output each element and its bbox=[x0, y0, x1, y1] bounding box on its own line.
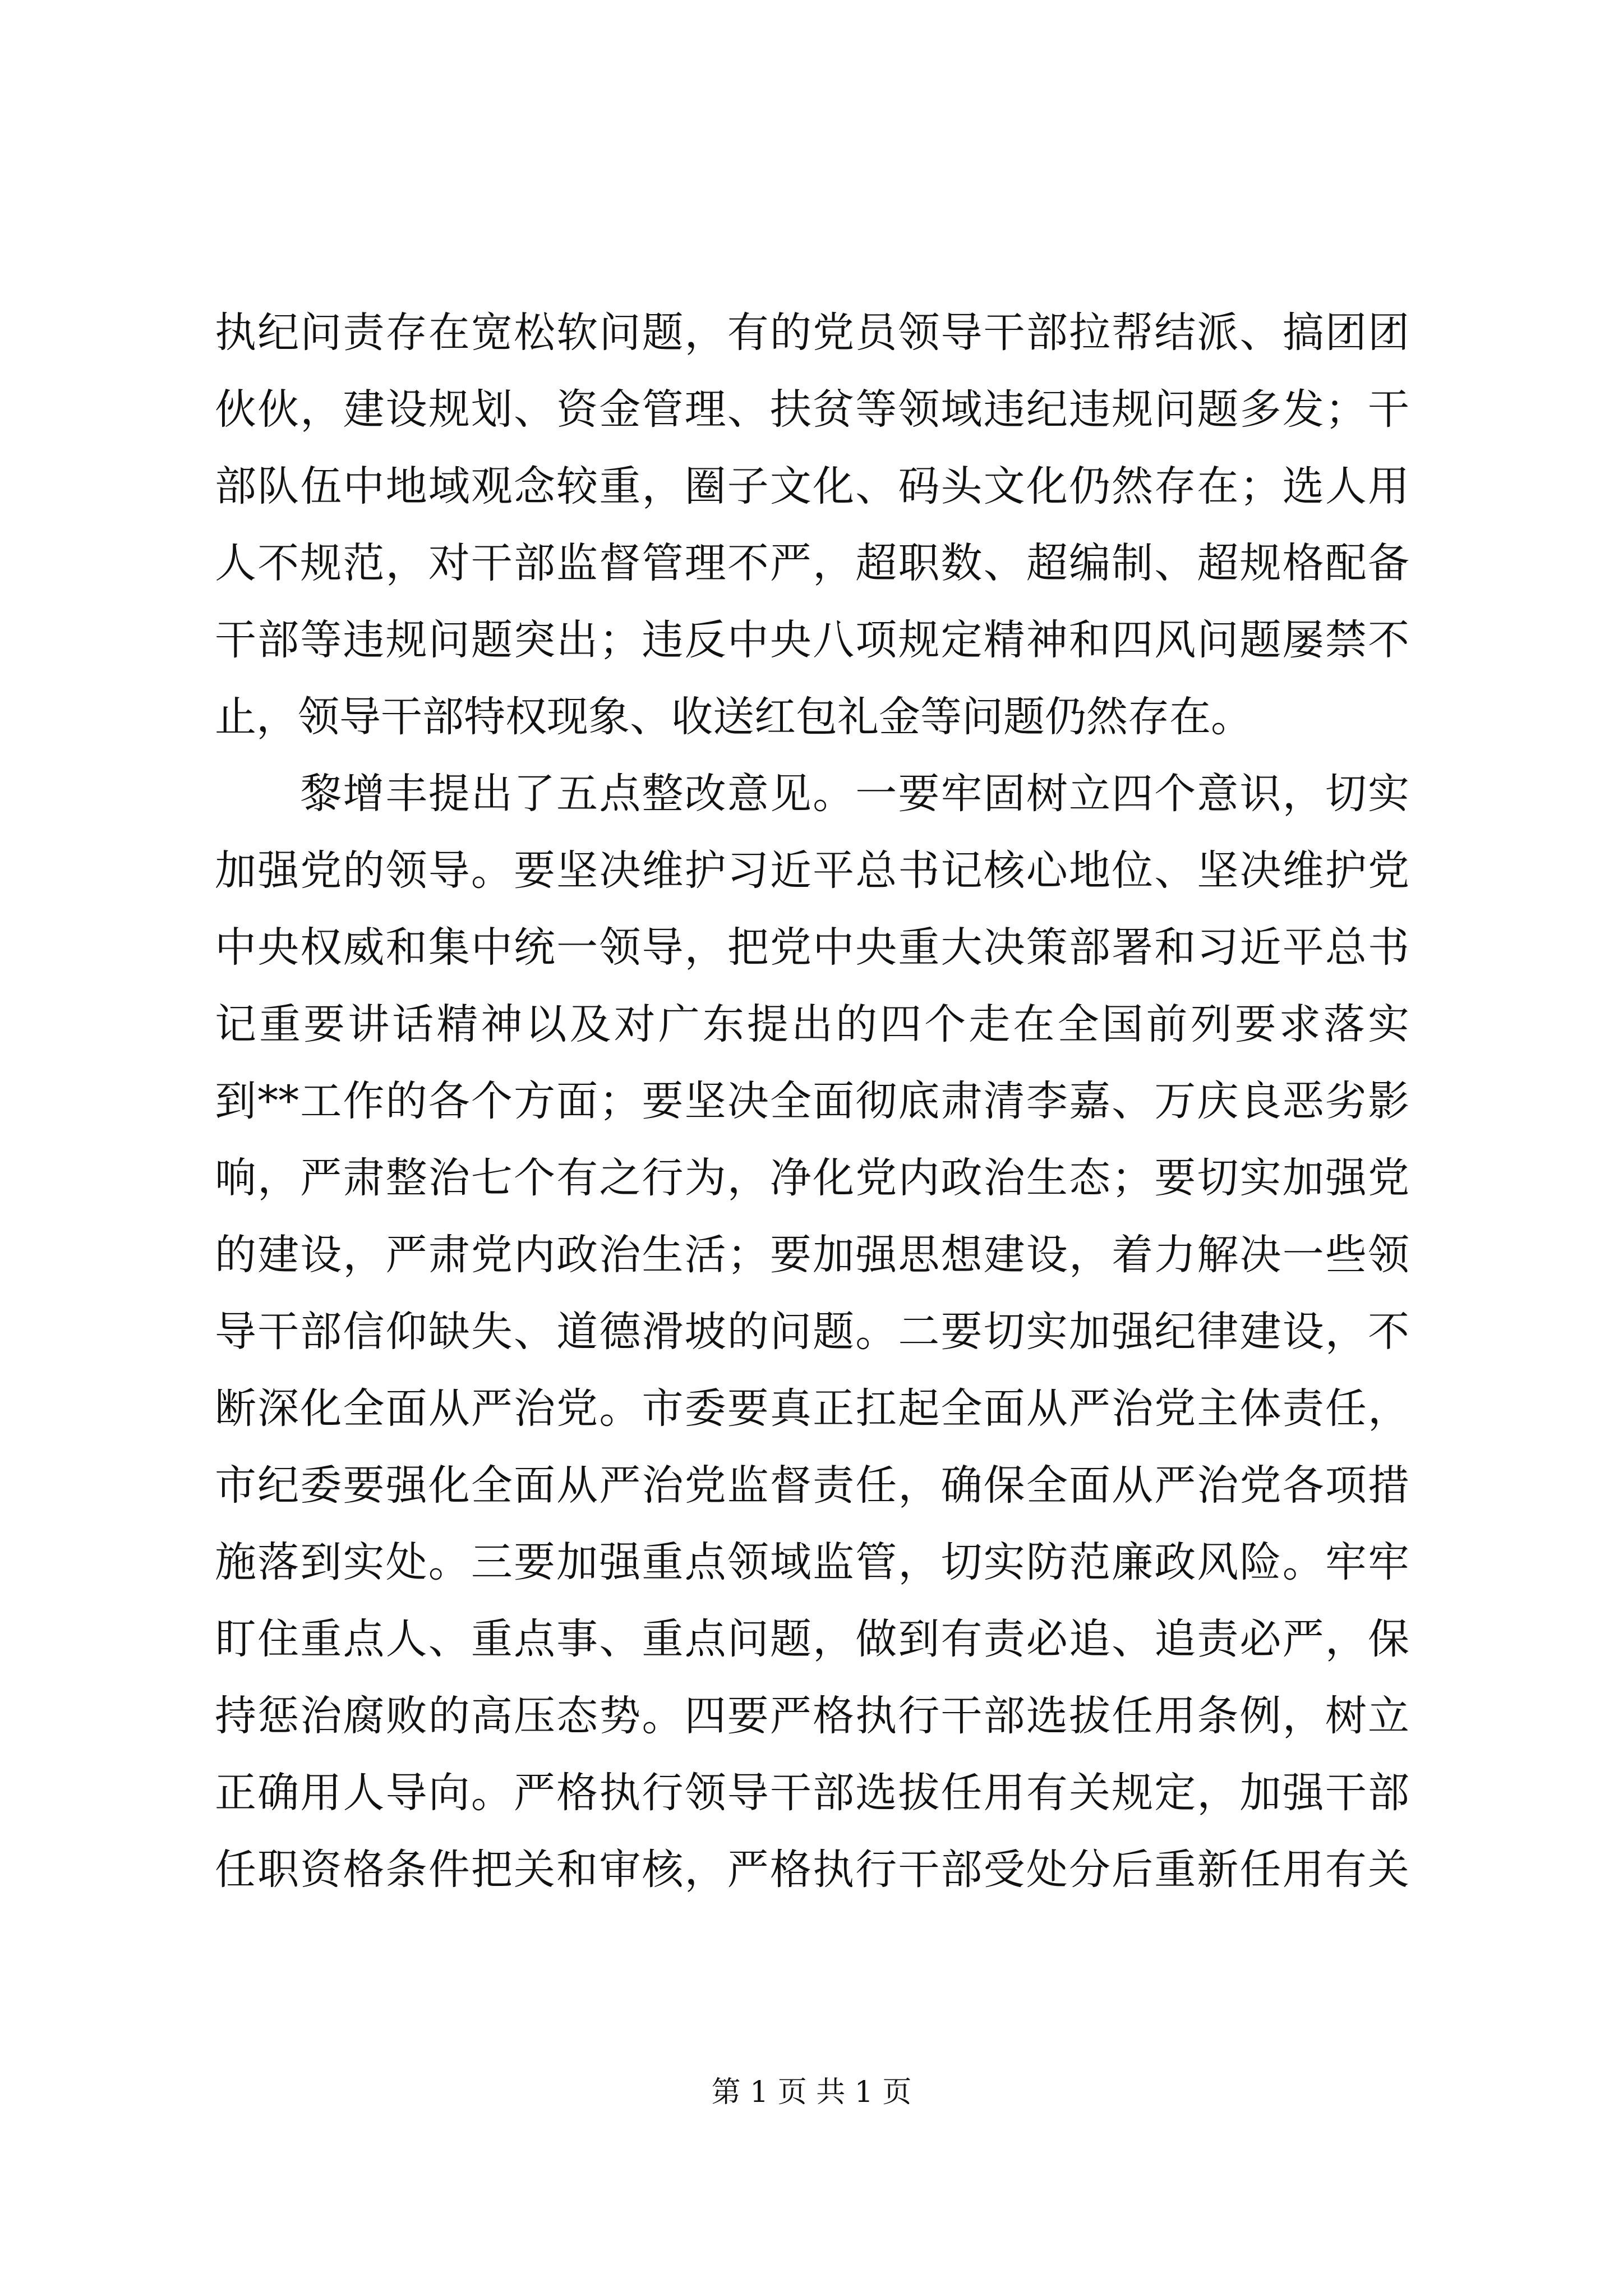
text-line: 中央权威和集中统一领导，把党中央重大决策部署和习近平总书 bbox=[215, 923, 1409, 972]
text-line: 响，严肃整治七个有之行为，净化党内政治生态；要切实加强党 bbox=[215, 1154, 1409, 1202]
text-line: 伙伙，建设规划、资金管理、扶贫等领域违纪违规问题多发；干 bbox=[215, 385, 1409, 434]
text-line: 人不规范，对干部监督管理不严，超职数、超编制、超规格配备 bbox=[215, 539, 1409, 587]
text-line: 施落到实处。三要加强重点领域监管，切实防范廉政风险。牢牢 bbox=[215, 1538, 1409, 1586]
text-line: 持惩治腐败的高压态势。四要严格执行干部选拔任用条例，树立 bbox=[215, 1692, 1409, 1740]
text-line: 断深化全面从严治党。市委要真正扛起全面从严治党主体责任， bbox=[215, 1384, 1409, 1433]
text-line: 盯住重点人、重点事、重点问题，做到有责必追、追责必严，保 bbox=[215, 1615, 1409, 1663]
text-line: 导干部信仰缺失、道德滑坡的问题。二要切实加强纪律建设，不 bbox=[215, 1308, 1409, 1356]
text-line: 黎增丰提出了五点整改意见。一要牢固树立四个意识，切实 bbox=[215, 770, 1409, 818]
text-line: 任职资格条件把关和审核，严格执行干部受处分后重新任用有关 bbox=[215, 1846, 1409, 1894]
text-line: 止，领导干部特权现象、收送红包礼金等问题仍然存在。 bbox=[215, 693, 1252, 741]
text-line: 到**工作的各个方面；要坚决全面彻底肃清李嘉、万庆良恶劣影 bbox=[215, 1077, 1409, 1125]
text-line: 干部等违规问题突出；违反中央八项规定精神和四风问题屡禁不 bbox=[215, 616, 1409, 664]
paragraph-1 bbox=[215, 295, 1409, 756]
text-line: 的建设，严肃党内政治生活；要加强思想建设，着力解决一些领 bbox=[215, 1231, 1409, 1279]
text-line: 记重要讲话精神以及对广东提出的四个走在全国前列要求落实 bbox=[215, 1000, 1409, 1048]
text-line: 部队伍中地域观念较重，圈子文化、码头文化仍然存在；选人用 bbox=[215, 462, 1409, 510]
page-number-footer: 第 1 页 共 1 页 bbox=[711, 2076, 912, 2109]
text-line: 正确用人导向。严格执行领导干部选拔任用有关规定，加强干部 bbox=[215, 1769, 1409, 1817]
paragraph-2 bbox=[215, 756, 1409, 1908]
text-line: 市纪委要强化全面从严治党监督责任，确保全面从严治党各项措 bbox=[215, 1461, 1409, 1510]
text-line: 加强党的领导。要坚决维护习近平总书记核心地位、坚决维护党 bbox=[215, 846, 1409, 895]
document-body bbox=[215, 295, 1409, 1908]
text-line: 执纪问责存在宽松软问题，有的党员领导干部拉帮结派、搞团团 bbox=[215, 309, 1409, 357]
